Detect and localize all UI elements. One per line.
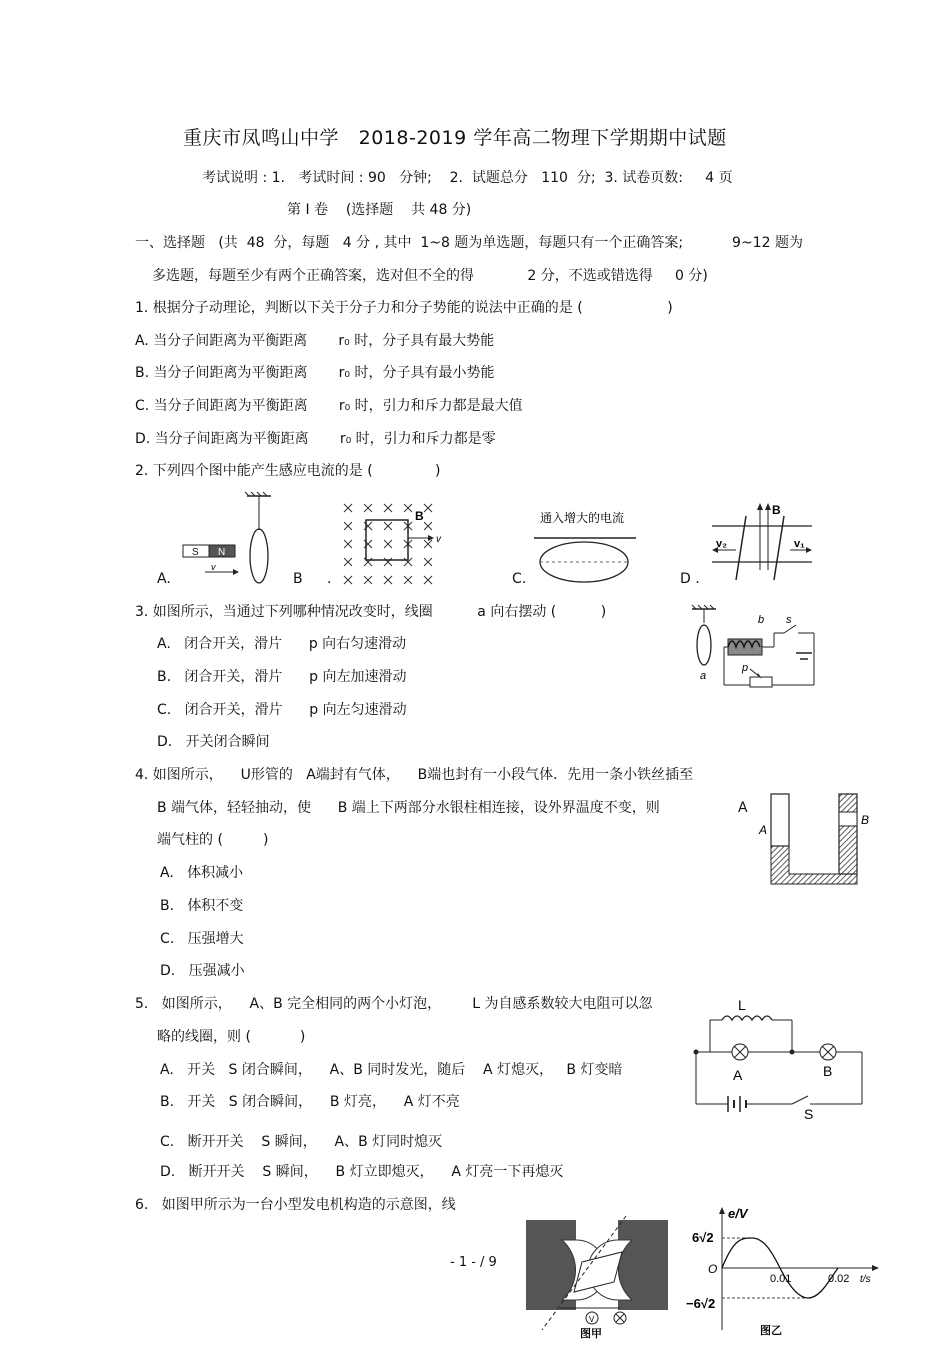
tick-t1-label: 0.01 (770, 1273, 792, 1285)
q5-stem-line-2: 略的线圈，则 ( ) (157, 1029, 306, 1045)
q6-figure-jia (522, 1212, 672, 1340)
q3-option-c: C. 闭合开关，滑片 p 向左匀速滑动 (157, 702, 407, 718)
page-footer: - 1 - / 9 (450, 1255, 497, 1270)
tube-a-label: A (759, 823, 768, 837)
q2-label-d: D . (680, 571, 700, 587)
tube-b-label: B (861, 813, 870, 827)
q2-label-b-dot: . (327, 571, 332, 587)
exam-note: 考试说明 : 1. 考试时间 : 90 分钟; 2. 试题总分 110 分; 3. 试卷页数: 4 页 (202, 170, 733, 186)
q3-option-d: D. 开关闭合瞬间 (157, 734, 270, 750)
current-caption: 通入增大的电流 (540, 511, 625, 525)
q2-figure-b (338, 500, 448, 588)
tick-t2-label: 0.02 (828, 1273, 850, 1285)
slider-p-label: p (742, 662, 749, 674)
q6-stem: 6. 如图甲所示为一台小型发电机构造的示意图，线 (135, 1197, 456, 1213)
q4-option-a: A. 体积减小 (160, 865, 244, 881)
q2-label-a: A. (157, 571, 171, 587)
q3-figure (688, 603, 820, 689)
section-title: 第 I 卷 (选择题 共 48 分) (287, 202, 472, 218)
instructions-line-2: 多选题，每题至少有两个正确答案，选对但不全的得 2 分，不选或错选得 0 分) (152, 268, 708, 284)
q2-stem: 2. 下列四个图中能产生感应电流的是 ( ) (135, 463, 441, 479)
q2-figure-d (708, 500, 818, 588)
magnet-n-label: N (218, 547, 226, 558)
q3-option-a: A. 闭合开关，滑片 p 向右匀速滑动 (157, 636, 407, 652)
origin-label: O (708, 1262, 718, 1276)
lamp-b-label: B (823, 1063, 833, 1079)
field-b-label: B (415, 509, 424, 523)
q4-stem-line-3: 端气柱的 ( ) (157, 832, 269, 848)
v2-label: v₂ (716, 538, 728, 550)
y-bottom-label: −6√2 (686, 1296, 716, 1311)
voltmeter-v-label: V (589, 1315, 595, 1324)
q1-stem: 1. 根据分子动理论，判断以下关于分子力和分子势能的说法中正确的是 ( ) (135, 300, 673, 316)
figure-jia-caption: 图甲 (580, 1328, 602, 1340)
q1-option-c: C. 当分子间距离为平衡距离 r₀ 时，引力和斥力都是最大值 (135, 398, 523, 414)
inductor-l-label: L (738, 997, 746, 1013)
q2-figure-a (175, 490, 295, 590)
q1-option-b: B. 当分子间距离为平衡距离 r₀ 时，分子具有最小势能 (135, 365, 495, 381)
figure-yi-caption: 图乙 (760, 1325, 782, 1337)
q1-option-d: D. 当分子间距离为平衡距离 r₀ 时，引力和斥力都是零 (135, 431, 496, 447)
instructions-line-1: 一、选择题 (共 48 分，每题 4 分 , 其中 1~8 题为单选题，每题只有一个正确答案; 9~12 题为 (135, 235, 803, 251)
q4-option-c: C. 压强增大 (160, 931, 244, 947)
q3-stem: 3. 如图所示，当通过下列哪种情况改变时，线圈 a 向右摆动 ( ) (135, 604, 607, 620)
magnet-s-label: S (192, 547, 199, 558)
coil-a-label: a (700, 670, 707, 682)
v1-label: v₁ (794, 538, 805, 550)
q4-stem-line-1: 4. 如图所示， U形管的 A端封有气体， B端也封有一小段气体．先用一条小铁丝插至 (135, 767, 694, 783)
q5-option-c: C. 断开开关 S 瞬间， A、B 灯同时熄灭 (160, 1134, 443, 1150)
q5-option-b: B. 开关 S 闭合瞬间， B 灯亮， A 灯不亮 (160, 1094, 460, 1110)
page-title: 重庆市凤鸣山中学 2018-2019 学年高二物理下学期期中试题 (183, 127, 727, 149)
y-top-label: 6√2 (692, 1230, 714, 1245)
lamp-a-label: A (733, 1067, 743, 1083)
velocity-label: v (211, 562, 216, 572)
q4-option-d: D. 压强减小 (160, 963, 245, 979)
q2-label-b: B (293, 571, 303, 587)
field-b-label: B (772, 503, 781, 517)
switch-s-label: s (786, 614, 792, 626)
q4-stem-line-2: B 端气体，轻轻抽动，使 B 端上下两部分水银柱相连接，设外界温度不变，则 (157, 800, 660, 816)
q5-option-d: D. 断开开关 S 瞬间， B 灯立即熄灭， A 灯亮一下再熄灭 (160, 1164, 564, 1180)
q3-option-b: B. 闭合开关，滑片 p 向左加速滑动 (157, 669, 407, 685)
q5-circuit-figure (688, 992, 868, 1122)
q2-label-c: C. (512, 571, 527, 587)
q5-stem-line-1: 5. 如图所示， A、B 完全相同的两个小灯泡， L 为自感系数较大电阻可以忽 (135, 996, 653, 1012)
y-axis-label: e/V (728, 1206, 748, 1221)
q2-figure-c (530, 500, 640, 588)
q1-option-a: A. 当分子间距离为平衡距离 r₀ 时，分子具有最大势能 (135, 333, 495, 349)
x-axis-label: t/s (860, 1274, 871, 1285)
q6-figure-yi-chart (686, 1202, 900, 1340)
q5-option-a: A. 开关 S 闭合瞬间， A、B 同时发光，随后 A 灯熄灭， B 灯变暗 (160, 1062, 623, 1078)
switch-s-label: S (804, 1106, 814, 1122)
q4-option-b: B. 体积不变 (160, 898, 244, 914)
velocity-label: v (436, 534, 441, 545)
q4-a-letter: A (738, 800, 748, 816)
q4-u-tube-figure (755, 790, 875, 890)
b-label: b (758, 614, 765, 626)
